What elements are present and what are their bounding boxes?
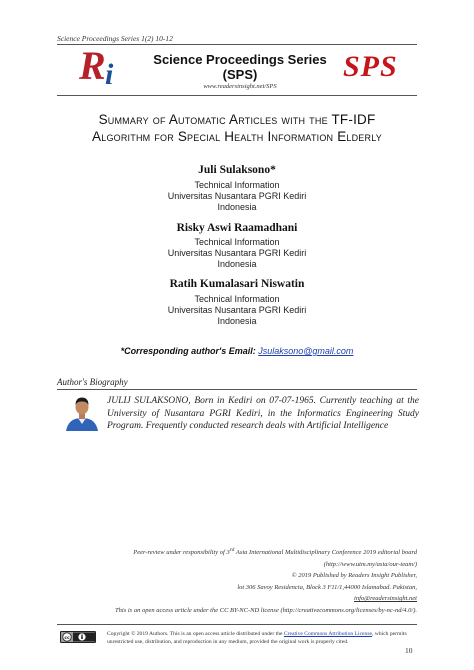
corresponding-author (60, 346, 414, 356)
paper-title (50, 111, 424, 145)
affil-univ: Universitas Nusantara PGRI Kediri (167, 248, 307, 258)
ri-logo (79, 43, 129, 91)
svg-text:cc: cc (64, 636, 70, 641)
sps-logo: SPS (343, 50, 398, 83)
author-affiliation (60, 294, 414, 327)
peer-review-pre: Peer-review under responsibility of 3 (133, 549, 230, 557)
editorial-board-link[interactable]: (http://www.utm.my/asia/our-team/) (323, 560, 417, 568)
author-affiliation (60, 180, 414, 213)
corresponding-email-link[interactable]: Jsulaksono@gmail.com (258, 346, 354, 356)
published-by: © 2019 Published by Readers Insight Publisher, (291, 572, 417, 580)
affil-dept: Technical Information (194, 180, 280, 190)
masthead-rule (57, 95, 417, 96)
license-statement: This is an open access article under the CC BY-NC-ND license (http://creativecommons.org/licenses/by-nc-nd/4.0/). (115, 606, 417, 614)
publisher-email-link[interactable]: info@readersinsight.net (354, 595, 417, 603)
series-url[interactable]: www.readersinsight.net/SPS (203, 83, 277, 90)
author-name: Juli Sulaksono* (198, 164, 276, 176)
series-abbr: (SPS) (222, 67, 258, 82)
author-name: Risky Aswi Raamadhani (176, 222, 298, 234)
cc-license-badge[interactable] (60, 630, 96, 642)
cc-by-icon (60, 631, 96, 643)
publisher-address: lot 306 Savoy Residencia, Block 3 F11/1,44000 Islamabad. Pakistan, (237, 583, 417, 591)
copyright-notice (107, 631, 421, 646)
affil-country: Indonesia (217, 316, 257, 326)
affil-univ: Universitas Nusantara PGRI Kediri (167, 191, 307, 201)
biography-rule (57, 389, 417, 390)
biography-text: JULIJ SULAKSONO, Born in Kediri on 07-07-1965. Currently teaching at the University of Nusantara PGRI Kediri, in the Informatics Engineering Study Program. Frequently conducted research deals with Artificial Intelligence (107, 396, 419, 431)
affil-country: Indonesia (217, 202, 257, 212)
title-line-2: Algorithm for Special Health Information Elderly (92, 129, 382, 144)
affil-dept: Technical Information (194, 237, 280, 247)
affil-dept: Technical Information (194, 294, 280, 304)
series-branding (130, 52, 350, 90)
series-name: Science Proceedings Series (153, 52, 327, 67)
title-line-1: Summary of Automatic Articles with the TF-IDF (98, 112, 376, 127)
affil-country: Indonesia (217, 259, 257, 269)
peer-review-line (57, 545, 417, 559)
cc-attribution-link[interactable]: Creative Commons Attribution License (283, 631, 372, 637)
logo-letter-i: i (105, 58, 114, 91)
author-portrait-image (60, 393, 104, 431)
publisher-info (57, 545, 417, 616)
copyright-pre: Copyright © 2019 Authors. This is an open access article distributed under the (107, 631, 284, 637)
logo-letter-r: R (79, 43, 106, 88)
copyright-post: , which permits unrestricted use, distribution, and reproduction in any medium, provided the original work is properly cited. (107, 631, 407, 645)
peer-review-sup: rd (229, 547, 235, 553)
page-number: 10 (405, 646, 413, 655)
corresponding-label: *Corresponding author's Email: (120, 346, 256, 356)
biography-heading: Author's Biography (57, 377, 128, 387)
running-header: Science Proceedings Series 1(2) 10-12 (57, 34, 173, 43)
affil-univ: Universitas Nusantara PGRI Kediri (167, 305, 307, 315)
peer-review-post: Asia International Multidisciplinary Conference 2019 editorial board (234, 549, 417, 557)
footer-rule (57, 624, 417, 625)
author-photo (60, 393, 104, 431)
author-affiliation (60, 237, 414, 270)
author-name: Ratih Kumalasari Niswatin (169, 278, 305, 290)
